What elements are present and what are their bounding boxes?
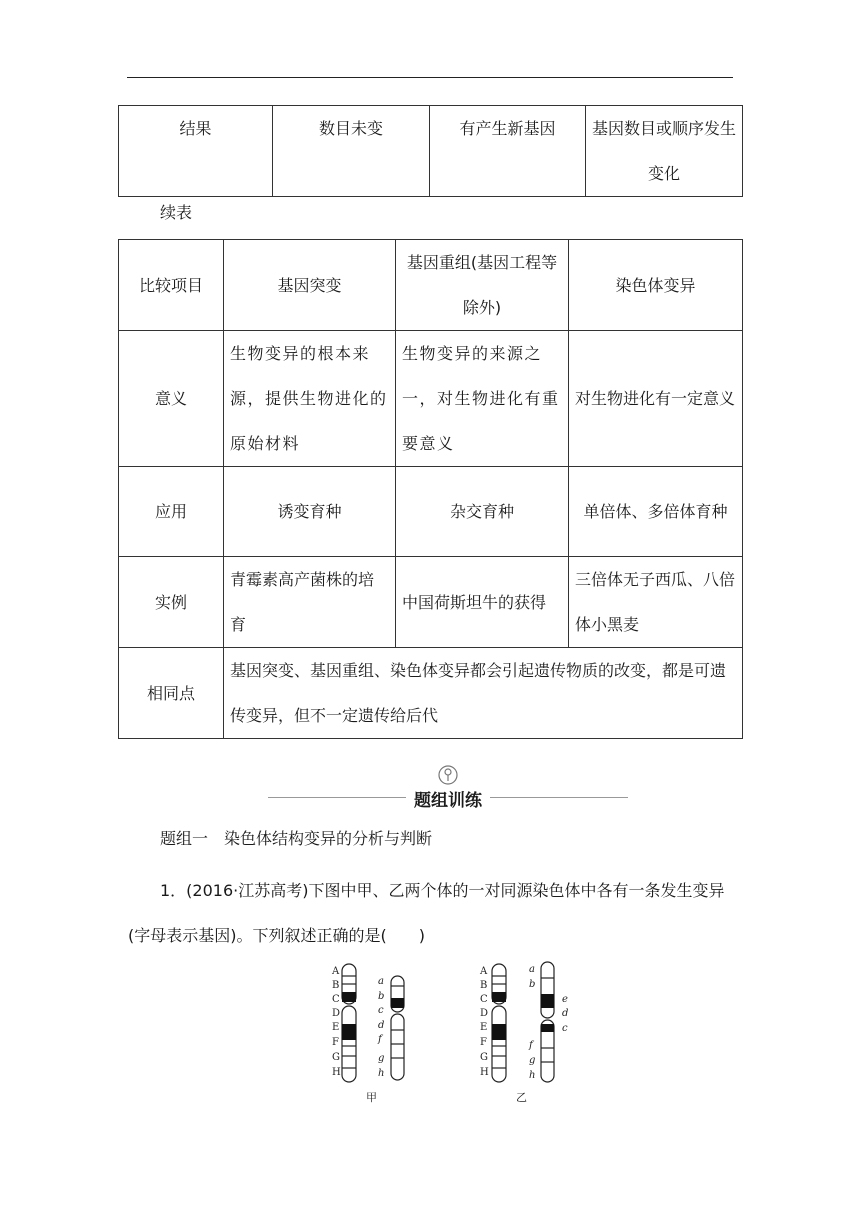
group-title: 题组一 染色体结构变异的分析与判断 — [160, 829, 433, 848]
svg-text:C: C — [332, 994, 340, 1005]
jia-right-labels — [377, 976, 384, 1079]
table-cell: 数目未变 — [273, 106, 430, 197]
pin-icon — [437, 764, 459, 786]
svg-text:g: g — [529, 1055, 536, 1066]
yi-chromosome-right — [541, 962, 554, 1082]
svg-text:a: a — [529, 964, 535, 975]
table-cell: 青霉素高产菌株的培育 — [224, 557, 396, 648]
svg-text:f: f — [529, 1040, 533, 1051]
svg-text:b: b — [378, 991, 385, 1002]
svg-text:a: a — [378, 976, 384, 987]
table-cell: 诱变育种 — [224, 467, 396, 557]
table-row — [119, 467, 743, 557]
section-heading — [268, 764, 628, 814]
svg-text:h: h — [378, 1068, 385, 1079]
table-cell: 有产生新基因 — [430, 106, 586, 197]
table-header-row — [119, 240, 743, 331]
svg-text:F: F — [332, 1037, 339, 1048]
svg-text:E: E — [332, 1022, 340, 1033]
svg-text:d: d — [378, 1020, 385, 1031]
header-cell-compare: 比较项目 — [119, 240, 224, 331]
svg-text:e: e — [562, 994, 568, 1005]
table-cell: 杂交育种 — [396, 467, 569, 557]
svg-text:D: D — [332, 1008, 341, 1019]
jia-chromosome-left — [342, 964, 356, 1082]
table-cell: 三倍体无子西瓜、八倍体小黑麦 — [569, 557, 743, 648]
svg-text:h: h — [529, 1070, 536, 1081]
comparison-table-part2 — [118, 239, 743, 739]
svg-text:C: C — [480, 994, 488, 1005]
table-cell: 应用 — [119, 467, 224, 557]
table-row — [119, 106, 743, 197]
header-cell-gene-mutation: 基因突变 — [224, 240, 396, 331]
jia-label: 甲 — [366, 1091, 377, 1104]
svg-text:b: b — [529, 979, 536, 990]
svg-text:d: d — [562, 1008, 569, 1019]
svg-text:G: G — [332, 1052, 340, 1063]
yi-left-labels — [479, 966, 489, 1078]
comparison-table-part1 — [118, 105, 743, 197]
table-cell: 相同点 — [119, 648, 224, 739]
table-cell: 结果 — [119, 106, 273, 197]
table-cell: 中国荷斯坦牛的获得 — [396, 557, 569, 648]
svg-text:A: A — [332, 966, 340, 977]
svg-text:H: H — [332, 1067, 341, 1078]
svg-text:g: g — [378, 1053, 385, 1064]
yi-chromosome-left — [492, 964, 506, 1082]
header-cell-chromosome-variation: 染色体变异 — [569, 240, 743, 331]
table-row — [119, 648, 743, 739]
svg-text:A: A — [480, 966, 488, 977]
table-row — [119, 557, 743, 648]
svg-text:c: c — [562, 1023, 568, 1034]
svg-text:F: F — [480, 1037, 487, 1048]
svg-text:B: B — [332, 980, 340, 991]
question-text: 1．(2016·江苏高考)下图中甲、乙两个体的一对同源染色体中各有一条发生变异(字母表示基因)。下列叙述正确的是( ) — [128, 881, 725, 945]
continued-label: 续表 — [160, 203, 193, 222]
svg-text:H: H — [480, 1067, 489, 1078]
header-cell-gene-recombination: 基因重组(基因工程等除外) — [396, 240, 569, 331]
svg-text:E: E — [480, 1022, 488, 1033]
svg-text:B: B — [480, 980, 488, 991]
table-cell: 生物变异的根本来源，提供生物进化的原始材料 — [224, 331, 396, 467]
svg-text:c: c — [378, 1005, 384, 1016]
header-rule — [127, 77, 733, 78]
svg-text:D: D — [480, 1008, 489, 1019]
yi-label: 乙 — [516, 1091, 527, 1104]
svg-text:f: f — [378, 1034, 382, 1045]
section-title: 题组训练 — [268, 786, 628, 811]
svg-text:G: G — [480, 1052, 488, 1063]
table-cell: 单倍体、多倍体育种 — [569, 467, 743, 557]
table-cell: 基因突变、基因重组、染色体变异都会引起遗传物质的改变，都是可遗传变异，但不一定遗传给后代 — [224, 648, 743, 739]
table-cell: 实例 — [119, 557, 224, 648]
jia-chromosome-right — [391, 976, 404, 1080]
table-cell: 生物变异的来源之一，对生物进化有重要意义 — [396, 331, 569, 467]
chromosome-figure — [320, 958, 580, 1108]
jia-left-labels — [331, 966, 341, 1078]
table-cell: 基因数目或顺序发生变化 — [586, 106, 743, 197]
table-row — [119, 331, 743, 467]
table-cell: 对生物进化有一定意义 — [569, 331, 743, 467]
yi-right-labels — [528, 964, 568, 1081]
table-cell: 意义 — [119, 331, 224, 467]
